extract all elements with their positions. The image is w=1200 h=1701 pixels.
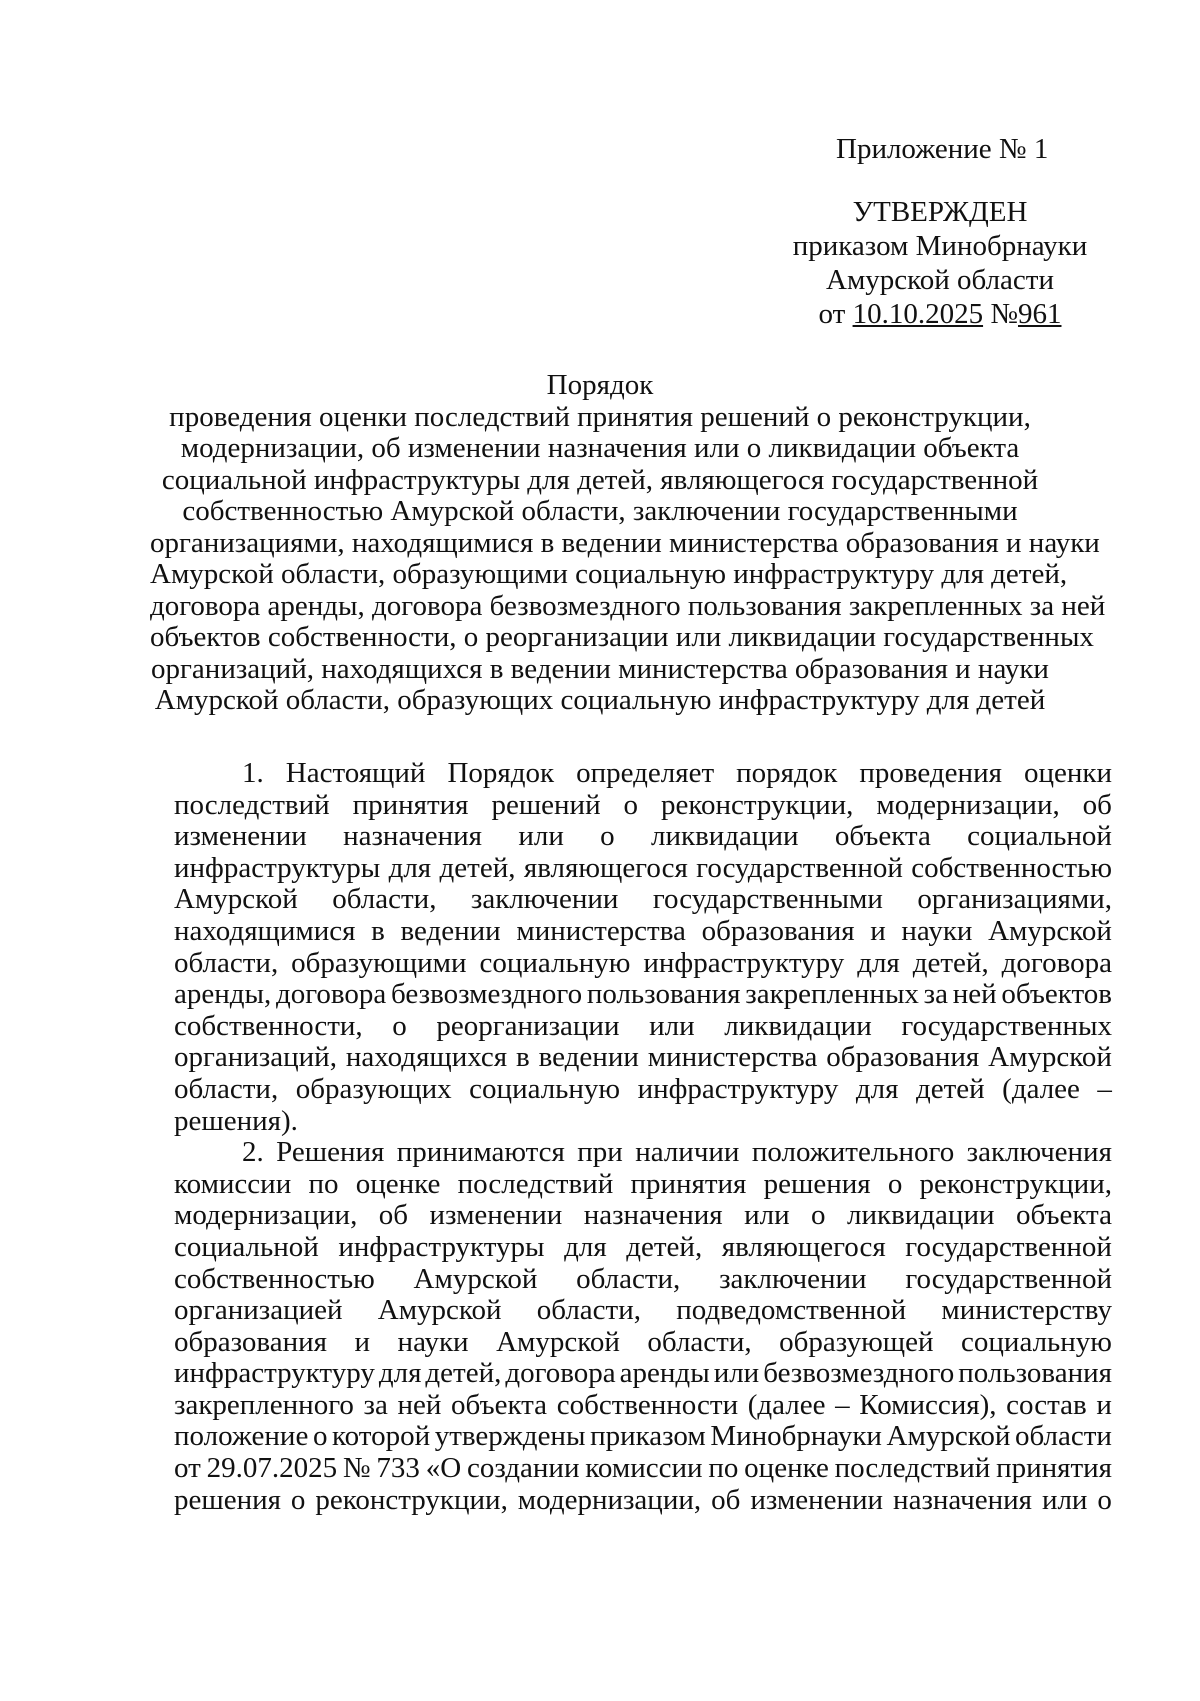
order-date: 10.10.2025 — [852, 298, 984, 330]
word: объектов — [1001, 978, 1112, 1011]
word: модернизации, — [174, 1199, 358, 1232]
word: безвозмездного — [763, 1357, 955, 1390]
word: принятия — [630, 1167, 747, 1200]
word: для — [857, 946, 900, 979]
word: о — [623, 788, 639, 821]
word: состав — [1006, 1388, 1087, 1421]
word: проведения — [859, 757, 1002, 789]
word: министерства — [516, 914, 686, 947]
title-line: Амурской области, образующими социальную инфраструктуру для детей, — [150, 558, 1068, 590]
word: комиссии — [585, 1452, 703, 1485]
word: за — [923, 978, 948, 1011]
word: об — [1082, 788, 1112, 821]
word: социальную — [961, 1325, 1112, 1358]
word: Настоящий — [285, 757, 426, 789]
word: о — [887, 1167, 903, 1200]
word: оценке — [744, 1452, 829, 1485]
word: собственностью — [174, 1262, 375, 1295]
word: при — [577, 1136, 623, 1169]
word: последствий — [834, 1452, 991, 1485]
paragraph-line — [174, 1295, 1112, 1327]
word: по — [708, 1452, 739, 1485]
word: ликвидации — [651, 820, 799, 853]
word: об — [378, 1199, 409, 1232]
word: области, — [536, 1294, 641, 1327]
word: – — [835, 1388, 850, 1421]
word: ликвидации — [847, 1199, 995, 1232]
paragraph-line — [174, 1074, 1112, 1106]
word: изменении — [429, 1199, 563, 1232]
word: порядок — [736, 757, 838, 789]
paragraph-line — [174, 1042, 1112, 1074]
word: области, — [332, 883, 437, 916]
word: собственности — [556, 1388, 739, 1421]
word: пользования — [958, 1357, 1112, 1390]
word: договора — [276, 978, 387, 1011]
word: области, — [174, 1072, 279, 1105]
word: о — [811, 1199, 826, 1232]
word: решения — [763, 1167, 871, 1200]
paragraph-line — [174, 979, 1112, 1011]
title-line: Амурской области, образующих социальную инфраструктуру для детей — [154, 684, 1046, 716]
paragraph-line — [174, 1264, 1112, 1296]
word: за — [363, 1388, 388, 1421]
word: Амурской — [174, 883, 298, 916]
paragraph-line — [174, 1137, 1112, 1169]
word: детей, — [425, 1357, 502, 1390]
paragraph-line — [174, 1169, 1112, 1201]
word: 29.07.2025 — [206, 1452, 338, 1485]
paragraph-line: решения). — [174, 1104, 298, 1137]
word: изменении — [750, 1483, 884, 1516]
word: собственности, — [174, 1009, 363, 1042]
paragraph-line — [174, 853, 1112, 885]
word: и — [354, 1325, 371, 1358]
word: «О — [425, 1452, 462, 1485]
paragraph-line — [174, 884, 1112, 916]
word: объекта — [1015, 1199, 1112, 1232]
word: ведении — [538, 1041, 639, 1074]
paragraph-line — [174, 1358, 1112, 1390]
word: определяет — [576, 757, 715, 789]
word: находящимися — [174, 914, 356, 947]
word: договора — [505, 1357, 616, 1390]
word: модернизации, — [517, 1483, 702, 1516]
word: аренды — [619, 1357, 710, 1390]
word: области — [1014, 1420, 1112, 1453]
word: закрепленного — [174, 1388, 354, 1421]
word: оценке — [355, 1167, 441, 1200]
title-heading: Порядок — [546, 369, 654, 401]
word: объекта — [834, 820, 931, 853]
word: государственной — [696, 851, 903, 884]
word: об — [711, 1483, 741, 1516]
word: от — [174, 1452, 201, 1485]
word: реорганизации — [436, 1009, 620, 1042]
word: – — [1097, 1072, 1112, 1105]
word: социальной — [967, 820, 1112, 853]
word: (далее — [747, 1388, 826, 1421]
word: создании — [466, 1452, 580, 1485]
title-line: проведения оценки последствий принятия решений о реконструкции, — [169, 400, 1031, 433]
word: о — [600, 820, 615, 853]
word: заключении — [719, 1262, 867, 1295]
word: положительного — [751, 1136, 955, 1169]
word: принятия — [352, 788, 469, 821]
word: для — [388, 851, 432, 884]
title-line: организациями, находящимися в ведении министерства образования и науки — [150, 526, 1100, 559]
word: Комиссия), — [859, 1388, 997, 1421]
word: о — [1097, 1483, 1112, 1516]
word: Амурской — [886, 1420, 1011, 1453]
word: для — [378, 1357, 422, 1390]
word: для — [855, 1072, 899, 1105]
word: которой — [332, 1420, 431, 1453]
word: организациями, — [917, 883, 1112, 916]
title-line: собственностью Амурской области, заключении государственными — [182, 495, 1018, 527]
approval-date-line — [790, 297, 1090, 331]
paragraph-2 — [174, 1137, 1112, 1516]
word: детей, — [912, 946, 989, 979]
document-title — [150, 369, 1106, 717]
word: находящихся — [345, 1041, 508, 1074]
word: детей, — [626, 1230, 703, 1263]
word: Амурской — [988, 1041, 1112, 1074]
approved-region: Амурской области — [826, 264, 1054, 296]
word: ведении — [400, 914, 501, 947]
word: или — [518, 820, 564, 853]
word: Амурской — [377, 1294, 502, 1327]
word: в — [516, 1041, 530, 1074]
word: министерства — [647, 1041, 818, 1074]
word: по — [308, 1167, 339, 1200]
word: о — [312, 1420, 328, 1453]
word: Амурской — [496, 1325, 620, 1358]
paragraph-line — [174, 1390, 1112, 1422]
paragraph-line — [174, 916, 1112, 948]
word: области, — [174, 946, 279, 979]
word: закрепленных — [745, 978, 919, 1011]
paragraph-line — [174, 821, 1112, 853]
word: последствий — [174, 788, 330, 821]
word: реконструкции, — [919, 1167, 1112, 1200]
word: министерству — [941, 1294, 1112, 1327]
word: и — [870, 914, 886, 947]
word: организацией — [174, 1294, 343, 1327]
word: назначения — [343, 820, 482, 853]
word: подведомственной — [676, 1294, 907, 1327]
word: образования — [174, 1325, 327, 1358]
word: социальной — [174, 1230, 319, 1263]
word: социальную — [479, 946, 631, 979]
word: инфраструктуры — [174, 851, 381, 884]
word: науки — [901, 914, 973, 947]
word: детей — [915, 1072, 985, 1105]
word: государственными — [652, 883, 883, 916]
word: являющегося — [721, 1230, 886, 1263]
paragraph-line — [174, 1485, 1112, 1517]
word: реконструкции, — [661, 788, 854, 821]
title-line: социальной инфраструктуры для детей, являющегося государственной — [161, 463, 1039, 496]
paragraph-line — [174, 1421, 1112, 1453]
word: безвозмездного — [391, 978, 583, 1011]
word: заключения — [966, 1136, 1112, 1169]
word: образующими — [291, 946, 467, 979]
title-line: организаций, находящихся в ведении министерства образования и науки — [151, 652, 1049, 685]
word: модернизации, — [876, 788, 1060, 821]
title-line: модернизации, об изменении назначения или о ликвидации объекта — [180, 432, 1020, 464]
word: инфраструктуру — [643, 946, 845, 979]
word: принятия — [996, 1452, 1112, 1485]
word: области, — [647, 1325, 752, 1358]
word: государственных — [901, 1009, 1112, 1042]
word: образующих — [295, 1072, 452, 1105]
word: Минобрнауки — [710, 1420, 882, 1453]
word: собственностью — [911, 851, 1112, 884]
word: принимаются — [396, 1136, 565, 1169]
word: изменении — [174, 820, 307, 853]
word: социальную — [469, 1072, 621, 1105]
word: области, — [576, 1262, 681, 1295]
word: для — [564, 1230, 607, 1263]
word: комиссии — [174, 1167, 292, 1200]
word: о — [290, 1483, 306, 1516]
approved-by-order: приказом Минобрнауки — [792, 230, 1088, 262]
word: 733 — [376, 1452, 420, 1485]
document-body — [174, 758, 1112, 1516]
word: Решения — [276, 1136, 385, 1169]
word: Порядок — [447, 757, 555, 789]
word: организаций, — [174, 1041, 337, 1074]
paragraph-line — [174, 1200, 1112, 1232]
order-number: 961 — [1017, 298, 1062, 330]
paragraph-1 — [174, 758, 1112, 1137]
word: пользования — [586, 978, 741, 1011]
paragraph-line — [174, 790, 1112, 822]
word: Амурской — [988, 914, 1112, 947]
word: объекта — [451, 1388, 548, 1421]
word: образующей — [779, 1325, 934, 1358]
word: государственной — [905, 1230, 1112, 1263]
word: и — [1096, 1388, 1112, 1421]
word: Амурской — [413, 1262, 538, 1295]
word: ликвидации — [724, 1009, 872, 1042]
word: аренды, — [174, 978, 272, 1011]
word: назначения — [583, 1199, 723, 1232]
word: науки — [397, 1325, 469, 1358]
word: ней — [952, 978, 997, 1011]
appendix-label: Приложение № 1 — [836, 133, 1049, 165]
word: (далее — [1002, 1072, 1080, 1105]
word: инфраструктуру — [637, 1072, 839, 1105]
word: инфраструктуры — [338, 1230, 545, 1263]
word: реконструкции, — [315, 1483, 508, 1516]
word: приказом — [590, 1420, 706, 1453]
date-prefix: от — [818, 298, 846, 330]
word: ней — [397, 1388, 442, 1421]
word: или — [713, 1357, 760, 1390]
word: утверждены — [434, 1420, 586, 1453]
word: детей, — [439, 851, 516, 884]
word: являющегося — [523, 851, 688, 884]
word: решений — [491, 788, 601, 821]
word: 2. — [242, 1136, 264, 1169]
word: или — [1041, 1483, 1088, 1516]
paragraph-line — [174, 1011, 1112, 1043]
title-line: договора аренды, договора безвозмездного пользования закрепленных за ней — [150, 589, 1106, 622]
word: решения — [174, 1483, 281, 1516]
word: последствий — [457, 1167, 614, 1200]
word: образования — [826, 1041, 980, 1074]
word: оценки — [1023, 757, 1112, 789]
word: наличии — [635, 1136, 740, 1169]
word: государственной — [905, 1262, 1112, 1295]
title-line: объектов собственности, о реорганизации или ликвидации государственных — [150, 621, 1094, 653]
number-sign: № — [990, 298, 1018, 330]
approved-label: УТВЕРЖДЕН — [852, 196, 1028, 228]
approval-stamp-block — [790, 195, 1090, 331]
word: назначения — [893, 1483, 1032, 1516]
paragraph-line — [174, 948, 1112, 980]
word: образования — [701, 914, 855, 947]
paragraph-line — [174, 1327, 1112, 1359]
word: в — [371, 914, 385, 947]
word: о — [392, 1009, 407, 1042]
word: № — [342, 1452, 371, 1485]
word: или — [649, 1009, 695, 1042]
word: положение — [174, 1420, 309, 1453]
word: 1. — [242, 757, 264, 789]
word: инфраструктуру — [174, 1357, 375, 1390]
word: заключении — [470, 883, 619, 916]
paragraph-line — [174, 1232, 1112, 1264]
paragraph-line — [174, 1453, 1112, 1485]
paragraph-line — [174, 758, 1112, 790]
word: или — [744, 1199, 790, 1232]
word: договора — [1001, 946, 1112, 979]
